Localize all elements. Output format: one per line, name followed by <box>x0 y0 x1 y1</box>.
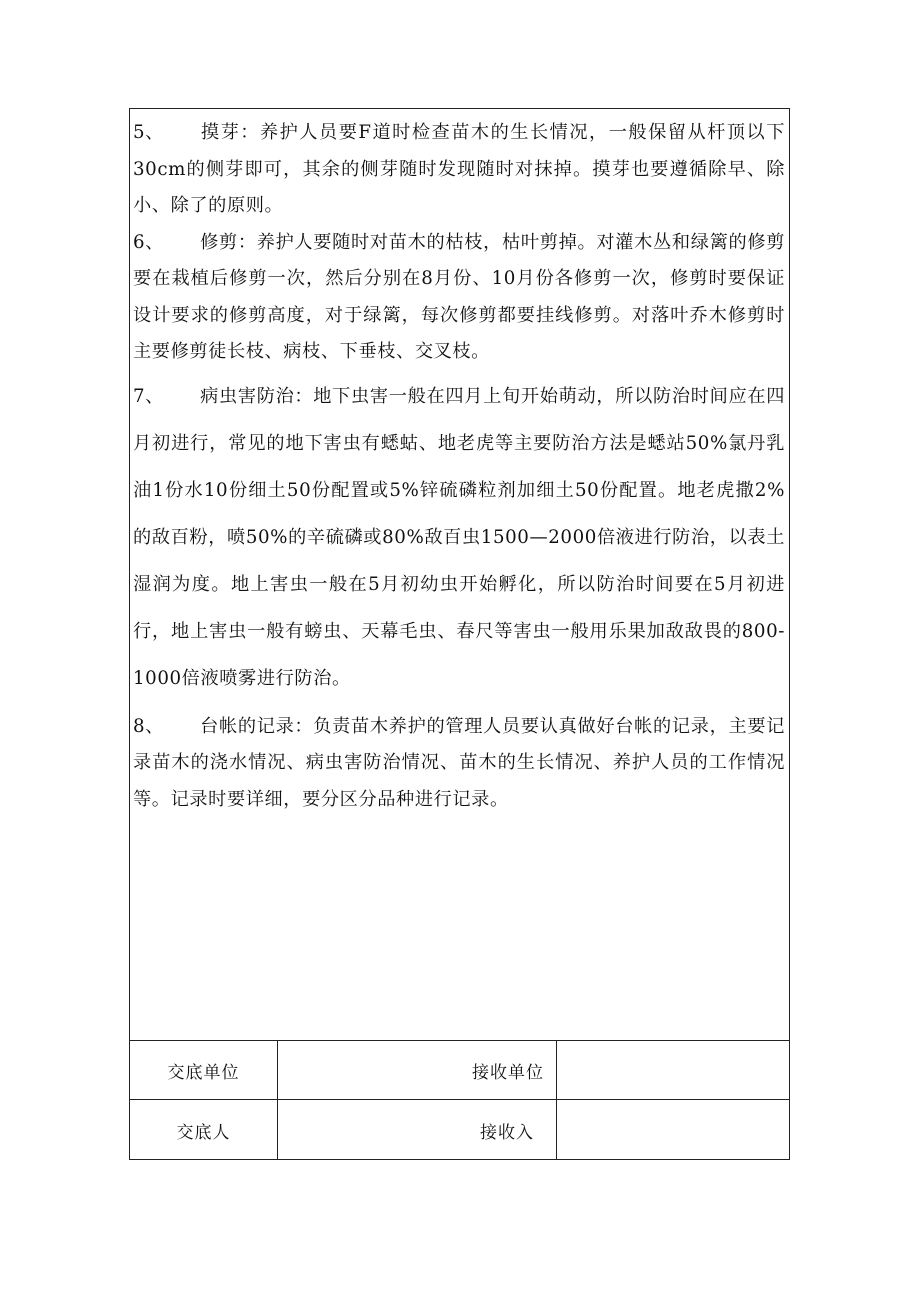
disclosure-table <box>129 108 790 1160</box>
issuer-unit-label: 交底单位 <box>167 1063 240 1083</box>
divider <box>130 1040 789 1041</box>
signoff-grid <box>130 1040 789 1159</box>
content-cell <box>130 109 789 1040</box>
item-number: 7、 <box>133 385 164 407</box>
receiver-person-label: 接收入 <box>480 1123 534 1143</box>
list-item-5 <box>133 115 785 225</box>
divider <box>130 1099 789 1100</box>
list-item-8 <box>133 709 785 819</box>
receiver-unit-label: 接收单位 <box>472 1063 544 1083</box>
item-text: 病虫害防治：地下虫害一般在四月上旬开始萌动，所以防治时间应在四月初进行，常见的地下害虫有蟋蛄、地老虎等主要防治方法是蟋站50%氯丹乳油1份水10份细土50份配置或5%锌硫磷粒剂加细土50份配置。地老虎撒2%的敌百粉，喷50%的辛硫磷或80%敌百虫1500—2000倍液进行防治，以表土湿润为度。地上害虫一般在5月初幼虫开始孵化，所以防治时间要在5月初进行，地上害虫一般有螃虫、天幕毛虫、春尺等害虫一般用乐果加敌敌畏的800-1000倍液喷雾进行防治。 <box>133 385 785 689</box>
divider <box>277 1040 278 1159</box>
item-number: 8、 <box>133 715 164 737</box>
item-text: 台帐的记录：负责苗木养护的管理人员要认真做好台帐的记录，主要记录苗木的浇水情况、病虫害防治情况、苗木的生长情况、养护人员的工作情况等。记录时要详细，要分区分品种进行记录。 <box>133 715 785 810</box>
list-item-7 <box>133 373 785 702</box>
item-text: 修剪：养护人要随时对苗木的枯枝，枯叶剪掉。对灌木丛和绿篱的修剪要在栽植后修剪一次，然后分别在8月份、10月份各修剪一次，修剪时要保证设计要求的修剪高度，对于绿篱，每次修剪都要挂线修剪。对落叶乔木修剪时主要修剪徒长枝、病枝、下垂枝、交叉枝。 <box>133 231 785 362</box>
issuer-person-label: 交底人 <box>176 1123 231 1143</box>
divider <box>556 1040 557 1159</box>
item-number: 6、 <box>133 231 164 253</box>
item-number: 5、 <box>133 122 164 143</box>
list-item-6 <box>133 225 785 371</box>
item-text: 摸芽：养护人员要F道时检查苗木的生长情况，一般保留从杆顶以下30cm的侧芽即可，其余的侧芽随时发现随时对抹掉。摸芽也要遵循除早、除小、除了的原则。 <box>133 122 785 216</box>
